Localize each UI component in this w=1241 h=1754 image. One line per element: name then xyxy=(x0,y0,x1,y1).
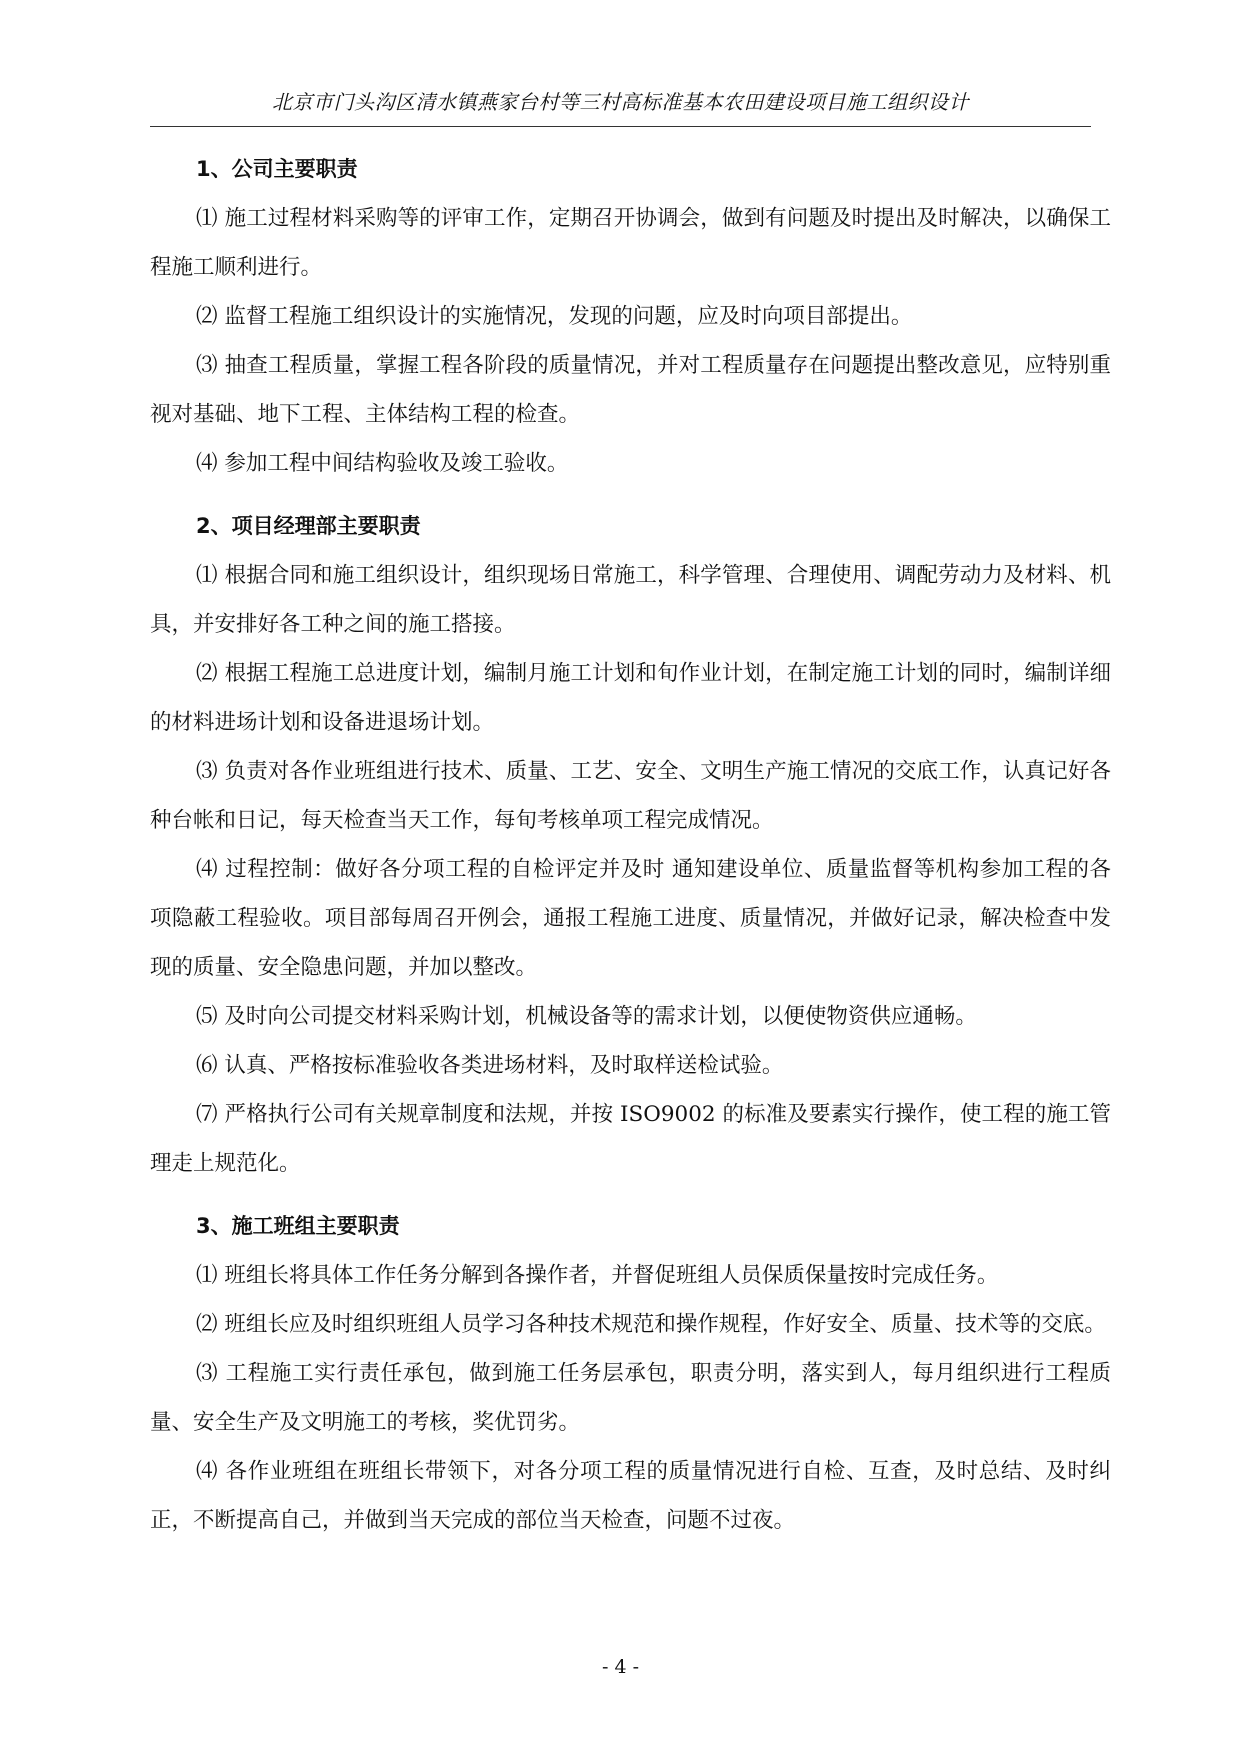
paragraph: ⑵ 根据工程施工总进度计划，编制月施工计划和旬作业计划，在制定施工计划的同时，编制详细的材料进场计划和设备进退场计划。 xyxy=(150,661,1111,735)
document-body xyxy=(150,144,1111,1545)
paragraph: ⑷ 各作业班组在班组长带领下，对各分项工程的质量情况进行自检、互查，及时总结、及时纠正，不断提高自己，并做到当天完成的部位当天检查，问题不过夜。 xyxy=(150,1459,1111,1533)
paragraph: ⑴ 施工过程材料采购等的评审工作，定期召开协调会，做到有问题及时提出及时解决，以确保工程施工顺利进行。 xyxy=(150,206,1111,280)
header-divider xyxy=(150,126,1091,127)
page-number: - 4 - xyxy=(601,1656,639,1678)
paragraph: ⑶ 负责对各作业班组进行技术、质量、工艺、安全、文明生产施工情况的交底工作，认真记好各种台帐和日记，每天检查当天工作，每旬考核单项工程完成情况。 xyxy=(150,759,1111,833)
paragraph: ⑸ 及时向公司提交材料采购计划，机械设备等的需求计划，以便使物资供应通畅。 xyxy=(196,1004,977,1029)
paragraph: ⑶ 工程施工实行责任承包，做到施工任务层承包，职责分明，落实到人，每月组织进行工程质量、安全生产及文明施工的考核，奖优罚劣。 xyxy=(150,1361,1111,1435)
paragraph: ⑺ 严格执行公司有关规章制度和法规，并按 ISO9002 的标准及要素实行操作，使工程的施工管理走上规范化。 xyxy=(150,1102,1111,1176)
paragraph: ⑶ 抽查工程质量，掌握工程各阶段的质量情况，并对工程质量存在问题提出整改意见，应特别重视对基础、地下工程、主体结构工程的检查。 xyxy=(150,353,1111,427)
paragraph: ⑷ 参加工程中间结构验收及竣工验收。 xyxy=(196,451,569,476)
paragraph: ⑵ 班组长应及时组织班组人员学习各种技术规范和操作规程，作好安全、质量、技术等的交底。 xyxy=(196,1312,1106,1337)
paragraph: ⑵ 监督工程施工组织设计的实施情况，发现的问题，应及时向项目部提出。 xyxy=(196,304,913,329)
section-title: 1、公司主要职责 xyxy=(196,157,358,181)
section-team-duties xyxy=(150,1201,1111,1545)
paragraph: ⑷ 过程控制：做好各分项工程的自检评定并及时 通知建设单位、质量监督等机构参加工程的各项隐蔽工程验收。项目部每周召开例会，通报工程施工进度、质量情况，并做好记录，解决检查中发现的质量、安全隐患问题，并加以整改。 xyxy=(150,857,1111,980)
section-title: 2、项目经理部主要职责 xyxy=(196,514,421,538)
section-project-department-duties xyxy=(150,501,1111,1188)
paragraph: ⑴ 班组长将具体工作任务分解到各操作者，并督促班组人员保质保量按时完成任务。 xyxy=(196,1263,999,1288)
paragraph: ⑹ 认真、严格按标准验收各类进场材料，及时取样送检试验。 xyxy=(196,1053,784,1078)
section-company-duties xyxy=(150,144,1111,488)
section-title: 3、施工班组主要职责 xyxy=(196,1214,400,1238)
page-header-title: 北京市门头沟区清水镇燕家台村等三村高标准基本农田建设项目施工组织设计 xyxy=(272,90,969,114)
paragraph: ⑴ 根据合同和施工组织设计，组织现场日常施工，科学管理、合理使用、调配劳动力及材料、机具，并安排好各工种之间的施工搭接。 xyxy=(150,563,1111,637)
